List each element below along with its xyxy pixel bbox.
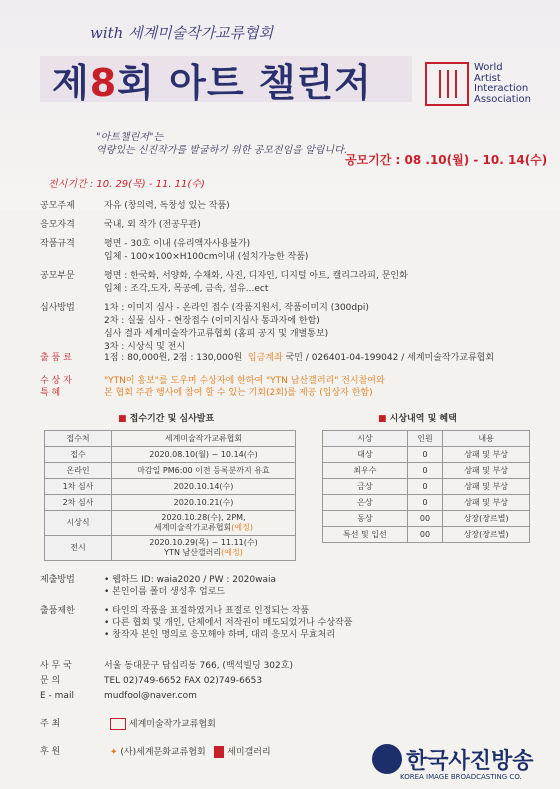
table-cell: 시상식 <box>45 511 112 536</box>
host-row: 주 최 세계미술작가교류협회 <box>40 719 216 730</box>
info-value: 3차 : 시상식 및 전시 <box>104 342 186 352</box>
table-cell: 은상 <box>323 495 408 511</box>
info-value: 2차 : 실물 심사 - 현장접수 (이미지심사 통과자에 한함) <box>104 316 320 326</box>
benefit-row: 특 혜 본 협회 주관 행사에 참여 할 수 있는 기회(2회)를 제공 (입상자 한함) <box>40 388 373 398</box>
table-row <box>323 447 530 463</box>
broadcaster-logo-icon <box>372 744 402 774</box>
table-cell: 0 <box>407 463 443 479</box>
table-cell: 상패 및 부상 <box>443 463 530 479</box>
info-value: 1차 : 이미지 심사 - 온라인 접수 (작품지원서, 작품이미지 (300dpi) <box>104 303 369 313</box>
intro-text: "아트챌린저"는 역량있는 신진작가를 발굴하기 위한 공모전임을 알립니다. <box>96 132 347 156</box>
awardee-row: 수 상 자 "YTN이 홍보"를 도우며 수상자에 한하여 "YTN 남산갤러리" 전시참여와 <box>40 376 385 386</box>
info-label: 작품규격 <box>40 239 75 249</box>
table-cell: 금상 <box>323 479 408 495</box>
fee-row: 출 품 료 1점 : 80,000원, 2점 : 130,000원 입금계좌 국민 / 026401-04-199042 / 세계미술작가교류협회 <box>40 353 495 363</box>
info-row <box>40 200 230 212</box>
table-cell: 동상 <box>323 511 408 527</box>
contact-office: 사 무 국 서울 동대문구 답십리동 766, (백석빌딩 302호) <box>40 661 293 671</box>
logo-text: World Artist Interaction Association <box>474 62 531 105</box>
table-header <box>323 431 530 447</box>
info-label: 응모자격 <box>40 220 75 230</box>
table-cell: 상패 및 부상 <box>443 479 530 495</box>
table-cell: 최우수 <box>323 463 408 479</box>
info-label: 공모부문 <box>40 271 75 281</box>
table-cell: 접수 <box>45 447 112 463</box>
page-title: 제8회 아트 챌린저 <box>52 61 372 105</box>
info-value: 평면 : 한국화, 서양화, 수채화, 사진, 디자인, 디지털 아트, 캘리그라피, 문인화 <box>104 271 408 281</box>
info-label: 공모주제 <box>40 201 75 211</box>
table-cell: 전시 <box>45 536 112 561</box>
info-value: 입체 - 100×100×H100cm이내 (설치가능한 작품) <box>104 252 309 262</box>
info-row <box>40 283 269 295</box>
contact-email[interactable]: E - mail mudfool@naver.com <box>40 691 197 701</box>
info-row <box>40 219 201 231</box>
table-row <box>45 463 296 479</box>
table-cell: 온라인 <box>45 463 112 479</box>
table-cell: 0 <box>407 447 443 463</box>
table-cell: 2020.08.10(월) ~ 10.14(수) <box>112 447 296 463</box>
info-label: 심사방법 <box>40 303 75 313</box>
waia-logo-icon <box>425 62 469 106</box>
info-row <box>40 328 329 340</box>
organizer-tagline: with 세계미술작가교류협회 <box>90 24 273 42</box>
table-row <box>45 536 296 561</box>
table-cell: 세계미술작가교류협회 <box>112 431 296 447</box>
info-row <box>40 270 408 282</box>
table-cell: 접수처 <box>45 431 112 447</box>
info-row <box>40 315 320 327</box>
info-row <box>40 238 251 250</box>
restrict-row: 출품제한 • 타인의 작품을 표절하였거나 표절로 인정되는 작품 • 다른 협회 및 개인, 단체에서 저작권이 매도되었거나 수상작품 • 창작자 본인 명의로 응모해야 하며, 대리 응모시 무효처리 <box>40 606 353 640</box>
table-cell: 00 <box>407 527 443 543</box>
submit-row: 제출방법 • 웹하드 ID: waia2020 / PW : 2020waia • 본인이름 폴더 생성후 업로드 <box>40 575 277 597</box>
info-value: 입체 : 조각,도자, 목공예, 금속, 섬유...ect <box>104 284 269 294</box>
info-value: 자유 (창의력, 독창성 있는 작품) <box>104 201 230 211</box>
table-row <box>323 463 530 479</box>
table-cell: 0 <box>407 495 443 511</box>
table-row <box>45 479 296 495</box>
table-row <box>323 527 530 543</box>
info-value: 심사 결과 세계미술작가교류협회 (홈피 공지 및 개별통보) <box>104 329 329 339</box>
table-cell: 상패 및 부상 <box>443 495 530 511</box>
table-cell: 2020.10.28(수), 2PM, 세계미술작가교류협회(예정) <box>112 511 296 536</box>
table-cell: 2차 심사 <box>45 495 112 511</box>
table-cell: 상장(장르별) <box>443 511 530 527</box>
recruit-period: 공모기간 : 08 .10(월) - 10. 14(수) <box>345 153 548 167</box>
table-cell: 대상 <box>323 447 408 463</box>
schedule-table <box>44 430 296 561</box>
table-cell: 상장(장르별) <box>443 527 530 543</box>
schedule-title: ■ 접수기간 및 심사발표 <box>118 414 215 424</box>
table-cell: 마감일 PM6:00 이전 등록분까지 유효 <box>112 463 296 479</box>
awards-table <box>322 430 530 543</box>
info-row <box>40 302 369 314</box>
info-value: 평면 - 30호 이내 (유리액자사용불가) <box>104 239 251 249</box>
table-cell: 인원 <box>407 431 443 447</box>
table-cell: 시상 <box>323 431 408 447</box>
table-cell: 1차 심사 <box>45 479 112 495</box>
table-row <box>323 511 530 527</box>
table-cell: 2020.10.29(목) ~ 11.11(수) YTN 남산갤러리(예정) <box>112 536 296 561</box>
table-row <box>45 511 296 536</box>
table-row <box>45 495 296 511</box>
sponsor-row: 후 원 ✦ (사)세계문화교류협회 세미갤러리 <box>40 747 271 758</box>
table-cell: 상패 및 부상 <box>443 447 530 463</box>
table-cell: 2020.10.14(수) <box>112 479 296 495</box>
table-row <box>45 431 296 447</box>
awards-title: ■ 시상내역 및 혜택 <box>378 414 457 424</box>
info-value: 국내, 외 작가 (전공무관) <box>104 220 201 230</box>
sponsor-logo-icon: ✦ <box>110 747 118 758</box>
exhibit-period: 전시기간 : 10. 29(목) - 11. 11(수) <box>48 179 205 190</box>
table-cell: 내용 <box>443 431 530 447</box>
broadcaster-english: KOREA IMAGE BROADCASTING CO. <box>400 773 522 781</box>
table-cell: 2020.10.21(수) <box>112 495 296 511</box>
host-logo-icon <box>110 718 126 730</box>
gallery-logo-icon <box>214 746 224 758</box>
contact-tel: 문 의 TEL 02)749-6652 FAX 02)749-6653 <box>40 676 263 686</box>
broadcaster-name: 한국사진방송 <box>406 749 534 774</box>
table-row <box>45 447 296 463</box>
table-row <box>323 495 530 511</box>
info-row <box>40 251 309 263</box>
table-cell: 00 <box>407 511 443 527</box>
table-cell: 특선 및 입선 <box>323 527 408 543</box>
table-cell: 0 <box>407 479 443 495</box>
table-row <box>323 479 530 495</box>
